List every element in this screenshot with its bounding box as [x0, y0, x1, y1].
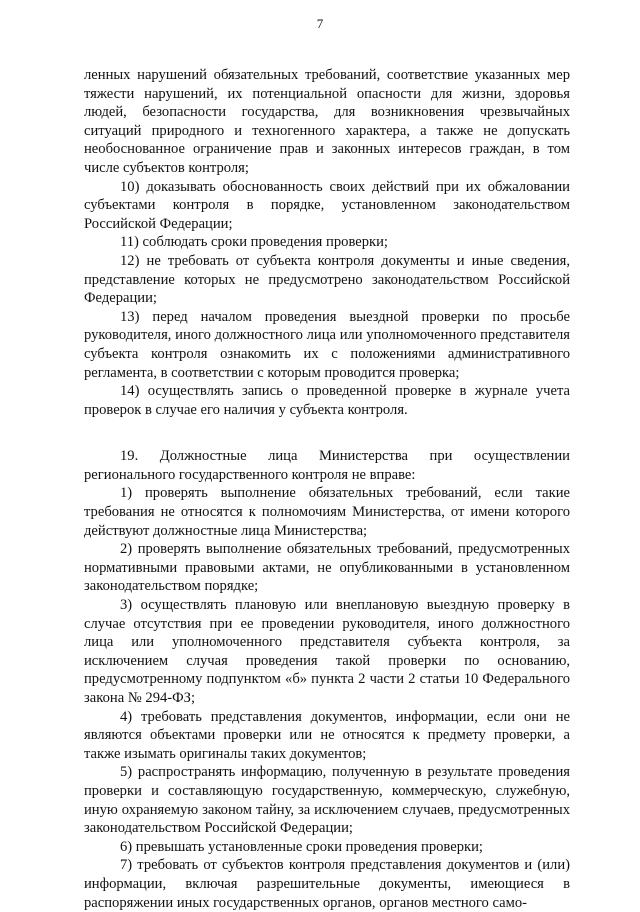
list-item: 11) соблюдать сроки проведения проверки; [120, 234, 388, 251]
list-item: 7) требовать от субъектов контроля представления документов и (или) информации, включая разрешительные документы, имеющиеся в распоряжении иных государственных органов, органов местного само- [84, 857, 570, 911]
section-spacer [84, 419, 570, 447]
list-item: 13) перед началом проведения выездной проверки по просьбе руководителя, иного должностного лица или уполномоченного представителя субъекта контроля ознакомить их с положениями административного регламента, в соответствии с которым проводится проверка; [84, 308, 570, 381]
list-item: 2) проверять выполнение обязательных требований, предусмотренных нормативными правовыми актами, не опубликованными в установленном законодательством порядке; [84, 541, 570, 595]
document-body [84, 66, 570, 912]
list-item: 6) превышать установленные сроки проведения проверки; [120, 838, 483, 855]
list-item: 14) осуществлять запись о проведенной проверке в журнале учета проверок в случае его наличия у субъекта контроля. [84, 383, 570, 418]
list-item: 12) не требовать от субъекта контроля документы и иные сведения, представление которых не предусмотрено законодательством Российской Федерации; [84, 252, 570, 307]
list-item: 4) требовать представления документов, информации, если они не являются объектами проверки или не относятся к предмету проверки, а также изымать оригиналы таких документов; [84, 708, 570, 762]
list-item: 5) распространять информацию, полученную в результате проведения проверки и составляющую государственную, коммерческую, служебную, иную охраняемую законом тайну, за исключением случаев, предусмотренных законодательством Российской Федерации; [84, 764, 570, 837]
list-item: 3) осуществлять плановую или внеплановую выездную проверку в случае отсутствия при ее проведении руководителя, иного должностного лица или уполномоченного представителя субъекта контроля, за исключением случая проведения такой проверки по основанию, предусмотренному подпунктом «б» пункта 2 части 2 статьи 10 Федерального закона № 294-ФЗ; [84, 597, 570, 706]
list-item: 1) проверять выполнение обязательных требований, если такие требования не относятся к полномочиям Министерства, от имени которого действуют должностные лица Министерства; [84, 485, 570, 539]
section-heading: 19. Должностные лица Министерства при осуществлении регионального государственного контроля не вправе: [84, 448, 570, 483]
paragraph-continuation: ленных нарушений обязательных требований, соответствие указанных мер тяжести нарушений, их потенциальной опасности для жизни, здоровья людей, безопасности государства, для возникновения чрезвычайных ситуаций природного и техногенного характера, а также не допускать необоснованное ограничение прав и законных интересов граждан, в том числе субъектов контроля; [84, 67, 570, 176]
list-item: 10) доказывать обоснованность своих действий при их обжаловании субъектами контроля в порядке, установленном законодательством Российской Федерации; [84, 178, 570, 232]
page-number: 7 [316, 16, 324, 31]
